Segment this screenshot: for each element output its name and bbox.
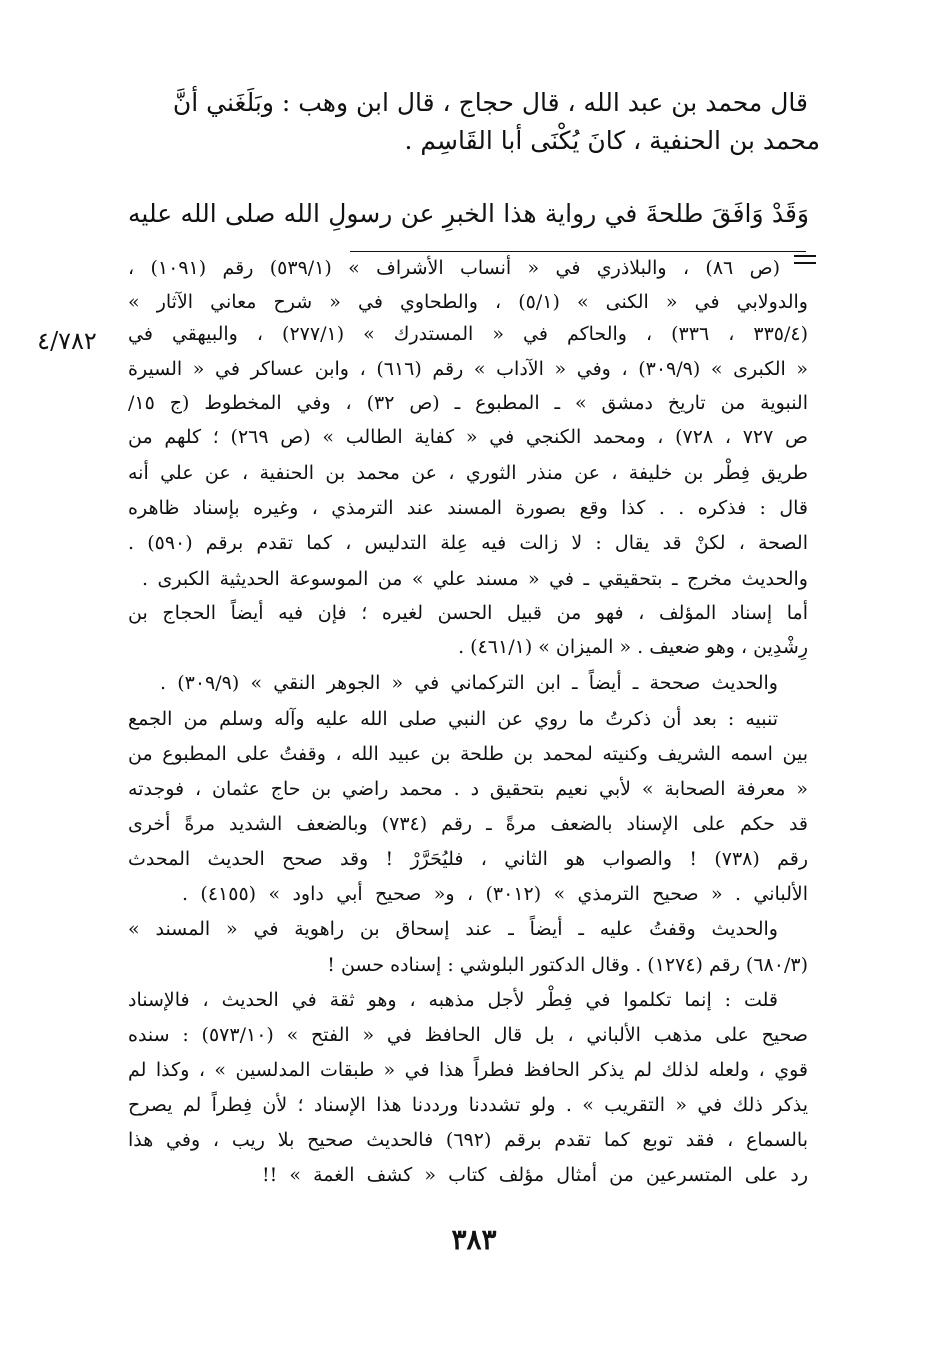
footnote-line: يذكر ذلك في « التقريب » . ولو تشددنا ورددنا هذا الإسناد ؛ لأن فِطراً لم يصرح bbox=[128, 1094, 808, 1116]
footnote-line: قوي ، ولعله لذلك لم يذكر الحافظ فطراً هذا في « طبقات المدلسين » ، وكذا لم bbox=[128, 1059, 808, 1081]
footnote-line: الصحة ، لكنْ قد يقال : لا زالت فيه عِلة التدليس ، كما تقدم برقم (٥٩٠) . bbox=[128, 532, 808, 554]
footnote-line: (٣٣٥/٤ ، ٣٣٦) ، والحاكم في « المستدرك » (٢٧٧/١) ، والبيهقي في bbox=[128, 323, 809, 345]
footnote-line: صحيح على مذهب الألباني ، بل قال الحافظ في « الفتح » (٥٧٣/١٠) : سنده bbox=[128, 1024, 808, 1046]
footnote-divider bbox=[350, 251, 806, 252]
footnote-line: والحديث وقفتُ عليه ـ أيضاً ـ عند إسحاق بن راهوية في « المسند » bbox=[128, 918, 778, 940]
footnote-line: والدولابي في « الكنى » (٥/١) ، والطحاوي في « شرح معاني الآثار » bbox=[128, 291, 808, 313]
footnote-line: رد على المتسرعين من أمثال مؤلف كتاب « كشف الغمة » !! bbox=[262, 1164, 808, 1186]
footnote-line: النبوية من تاريخ دمشق » ـ المطبوع ـ (ص ٣٢) ، وفي المخطوط (ج ١٥/ bbox=[128, 392, 808, 414]
footnote-line: (ص ٨٦) ، والبلاذري في « أنساب الأشراف » (٥٣٩/١) رقم (١٠٩١) ، bbox=[128, 257, 780, 279]
footnote-line: أما إسناد المؤلف ، فهو من قبيل الحسن لغيره ؛ فإن فيه أيضاً الحجاج بن bbox=[128, 602, 808, 624]
footnote-line: والحديث مخرج ـ بتحقيقي ـ في « مسند علي » من الموسوعة الحديثية الكبرى . bbox=[142, 568, 808, 590]
main-text-line: قال محمد بن عبد الله ، قال حجاج ، قال ابن وهب : وبَلَغَني أنَّ bbox=[172, 88, 808, 117]
footnote-line: رقم (٧٣٨) ! والصواب هو الثاني ، فليُحَرَّرْ ! وقد صحح الحديث المحدث bbox=[128, 848, 808, 870]
footnote-line: رِشْدِين ، وهو ضعيف . « الميزان » (٤٦١/١) . bbox=[458, 636, 808, 658]
footnote-line: الألباني . « صحيح الترمذي » (٣٠١٢) ، و« صحيح أبي داود » (٤١٥٥) . bbox=[182, 883, 808, 905]
footnote-line: « معرفة الصحابة » لأبي نعيم بتحقيق د . محمد راضي بن حاج عثمان ، فوجدته bbox=[128, 778, 808, 800]
footnote-line: طريق فِطْر بن خليفة ، عن منذر الثوري ، عن محمد بن الحنفية ، عن علي أنه bbox=[128, 462, 808, 484]
footnote-line: ص ٧٢٧ ، ٧٢٨) ، ومحمد الكنجي في « كفاية الطالب » (ص ٢٦٩) ؛ كلهم من bbox=[128, 426, 808, 448]
footnote-line: (٦٨٠/٣) رقم (١٢٧٤) . وقال الدكتور البلوشي : إسناده حسن ! bbox=[327, 954, 808, 976]
footnote-line: قلت : إنما تكلموا في فِطْر لأجل مذهبه ، وهو ثقة في الحديث ، فالإسناد bbox=[128, 989, 778, 1011]
main-text-line: وَقَدْ وَافَقَ طلحةَ في رواية هذا الخبرِ عن رسولِ الله صلى الله عليه bbox=[128, 199, 809, 228]
handwritten-margin-note: ٤/٧٨٢ bbox=[37, 327, 97, 355]
footnote-line: والحديث صححة ـ أيضاً ـ ابن التركماني في « الجوهر النقي » (٣٠٩/٩) . bbox=[160, 672, 778, 694]
footnote-line: « الكبرى » (٣٠٩/٩) ، وفي « الآداب » رقم (٦١٦) ، وابن عساكر في « السيرة bbox=[128, 358, 809, 380]
footnote-continuation-marker bbox=[794, 255, 816, 265]
footnote-line: بالسماع ، فقد توبع كما تقدم برقم (٦٩٢) فالحديث صحيح بلا ريب ، وفي هذا bbox=[128, 1129, 809, 1151]
footnote-line: تنبيه : بعد أن ذكرتُ ما روي عن النبي صلى الله عليه وآله وسلم من الجمع bbox=[128, 708, 778, 730]
footnote-line: قد حكم على الإسناد بالضعف مرةً ـ رقم (٧٣٤) وبالضعف الشديد مرةً أخرى bbox=[128, 813, 808, 835]
footnote-line: قال : فذكره . . كذا وقع بصورة المسند عند الترمذي ، وغيره بإسناد ظاهره bbox=[128, 497, 808, 519]
main-text-line: محمد بن الحنفية ، كانَ يُكْنَى أبا القَاسِم . bbox=[404, 126, 820, 155]
page-number: ٣٨٣ bbox=[451, 1223, 497, 1256]
footnote-line: بين اسمه الشريف وكنيته لمحمد بن طلحة بن عبيد الله ، وقفتُ على المطبوع من bbox=[128, 743, 808, 765]
